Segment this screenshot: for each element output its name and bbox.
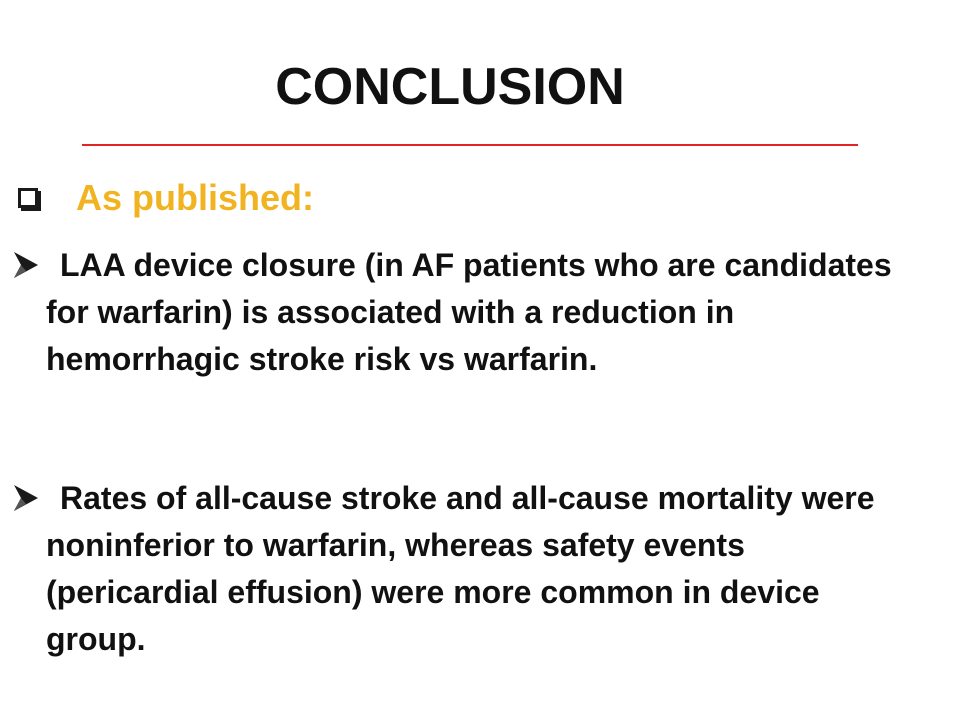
section-heading-label: As published:: [76, 177, 315, 218]
title-underline-rule: [82, 144, 858, 146]
bullet-item-1: [46, 242, 926, 383]
arrowhead-bullet-icon: [12, 250, 40, 280]
arrowhead-bullet-icon: [12, 483, 40, 513]
section-heading: [18, 170, 314, 226]
hollow-square-bullet-icon: [18, 188, 38, 208]
bullet-item-2: [46, 475, 926, 663]
bullet-item-2-text: Rates of all-cause stroke and all-cause mortality were noninferior to warfarin, whereas safety events (pericardial effusion) were more common in device group.: [46, 480, 875, 657]
bullet-item-1-text: LAA device closure (in AF patients who are candidates for warfarin) is associated with a reduction in hemorrhagic stroke risk vs warfarin.: [46, 247, 892, 377]
slide-title: CONCLUSION: [275, 58, 625, 116]
